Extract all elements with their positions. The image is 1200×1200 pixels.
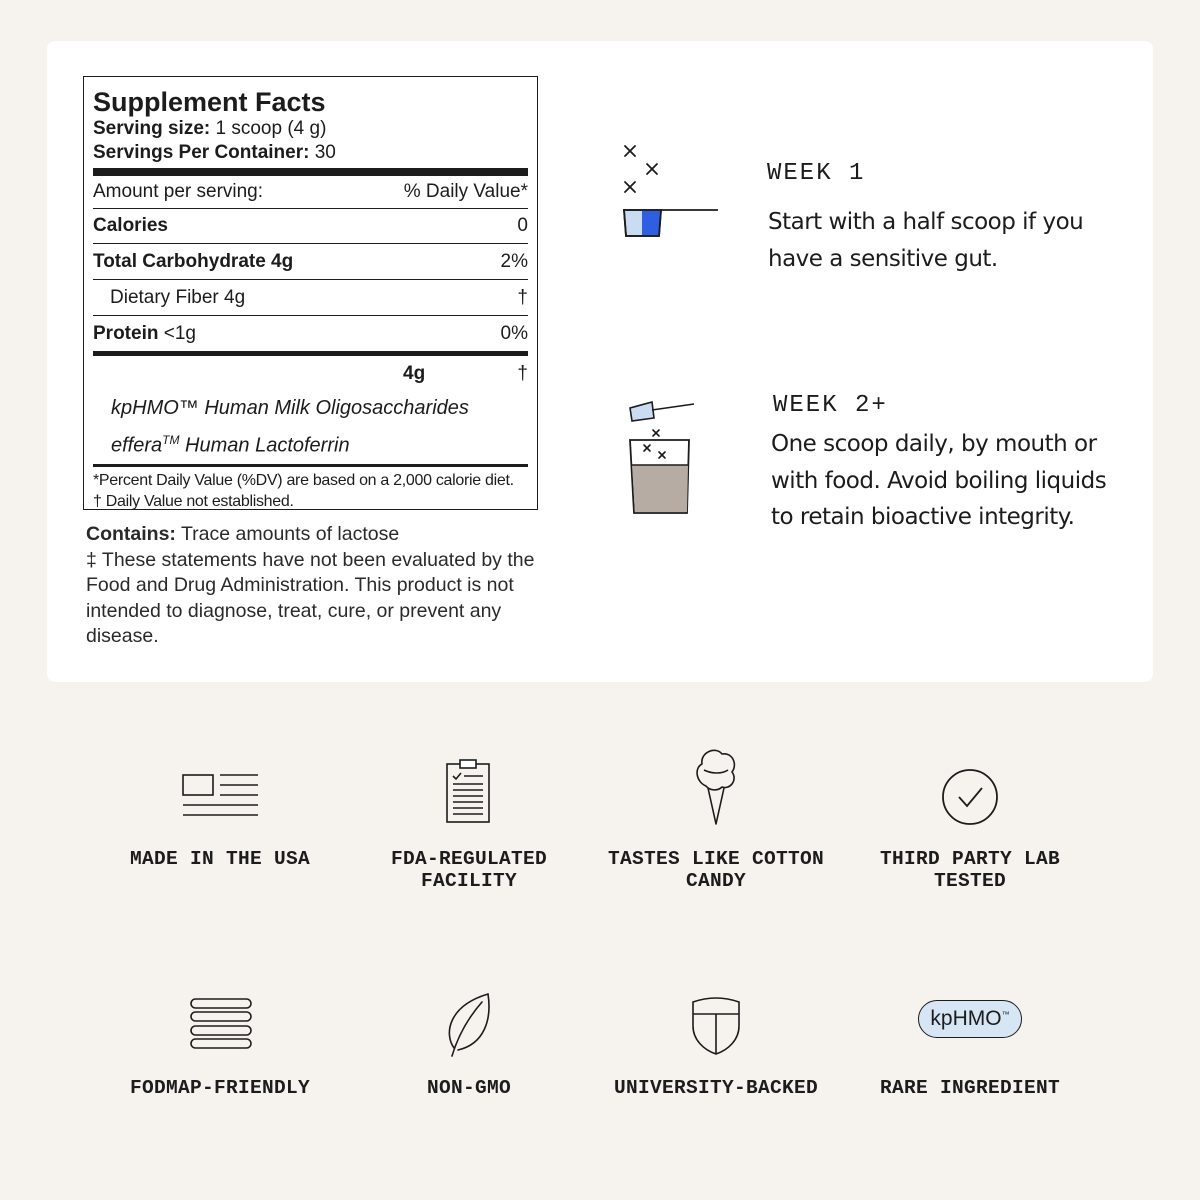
feature-label-lab-tested: THIRD PARTY LAB TESTED bbox=[879, 848, 1061, 892]
scoop-into-glass-icon bbox=[622, 398, 702, 520]
facts-row-blend: 4g † bbox=[403, 363, 528, 384]
contains-statement: Contains: Trace amounts of lactose ‡ These statements have not been evaluated by the Food and Drug Administration. This product is not intended to diagnose, treat, cure, or prevent any disease. bbox=[86, 522, 546, 650]
usa-flag-icon bbox=[180, 770, 260, 820]
facts-divider-bottom bbox=[93, 464, 528, 467]
kphmo-badge-icon: kpHMO ™ bbox=[918, 1000, 1022, 1038]
facts-row-carbohydrate: Total Carbohydrate 4g 2% bbox=[93, 244, 528, 280]
facts-divider-thick bbox=[93, 168, 528, 176]
check-circle-icon bbox=[940, 767, 1000, 827]
footnote-dv: *Percent Daily Value (%DV) are based on a 2,000 calorie diet. bbox=[93, 471, 514, 489]
feature-label-university: UNIVERSITY-BACKED bbox=[613, 1077, 819, 1099]
feature-label-fodmap: FODMAP-FRIENDLY bbox=[129, 1077, 311, 1099]
shield-icon bbox=[690, 996, 742, 1056]
stacked-lines-icon bbox=[188, 996, 254, 1052]
feature-label-fda: FDA-REGULATED FACILITY bbox=[390, 848, 548, 892]
week-2-title: WEEK 2+ bbox=[773, 392, 888, 419]
half-scoop-icon bbox=[615, 140, 725, 245]
servings-per-container: Servings Per Container: 30 bbox=[93, 142, 336, 163]
week-1-text: Start with a half scoop if you have a sensitive gut. bbox=[768, 209, 1084, 272]
feature-label-rare-ingredient: RARE INGREDIENT bbox=[879, 1077, 1061, 1099]
facts-row-fiber: Dietary Fiber 4g † bbox=[93, 280, 528, 316]
week-2-text: One scoop daily, by mouth or with food. Avoid boiling liquids to retain bioactive integrity. bbox=[771, 431, 1107, 530]
facts-row-calories: Calories 0 bbox=[93, 209, 528, 244]
footnote-not-established: † Daily Value not established. bbox=[93, 492, 294, 510]
blend-item-lactoferrin: effera™ Human Lactoferrin bbox=[111, 433, 350, 457]
fda-disclaimer: ‡ These statements have not been evaluated by the Food and Drug Administration. This product is not intended to diagnose, treat, cure, or prevent any disease. bbox=[86, 548, 535, 647]
facts-row-protein: Protein <1g 0% bbox=[93, 322, 528, 344]
serving-size: Serving size: 1 scoop (4 g) bbox=[93, 118, 327, 139]
supplement-facts-panel bbox=[83, 76, 538, 510]
cotton-candy-icon bbox=[692, 744, 740, 826]
facts-header-row: Amount per serving: % Daily Value* bbox=[93, 176, 528, 209]
clipboard-icon bbox=[440, 758, 496, 826]
blend-item-kphmo: kpHMO™ Human Milk Oligosaccharides bbox=[111, 397, 469, 419]
week-1-title: WEEK 1 bbox=[767, 160, 866, 187]
feature-label-usa: MADE IN THE USA bbox=[129, 848, 311, 870]
feature-label-non-gmo: NON-GMO bbox=[426, 1077, 511, 1099]
facts-title: Supplement Facts bbox=[93, 87, 326, 117]
feature-label-cotton-candy: TASTES LIKE COTTON CANDY bbox=[607, 848, 825, 892]
leaf-icon bbox=[442, 990, 494, 1058]
